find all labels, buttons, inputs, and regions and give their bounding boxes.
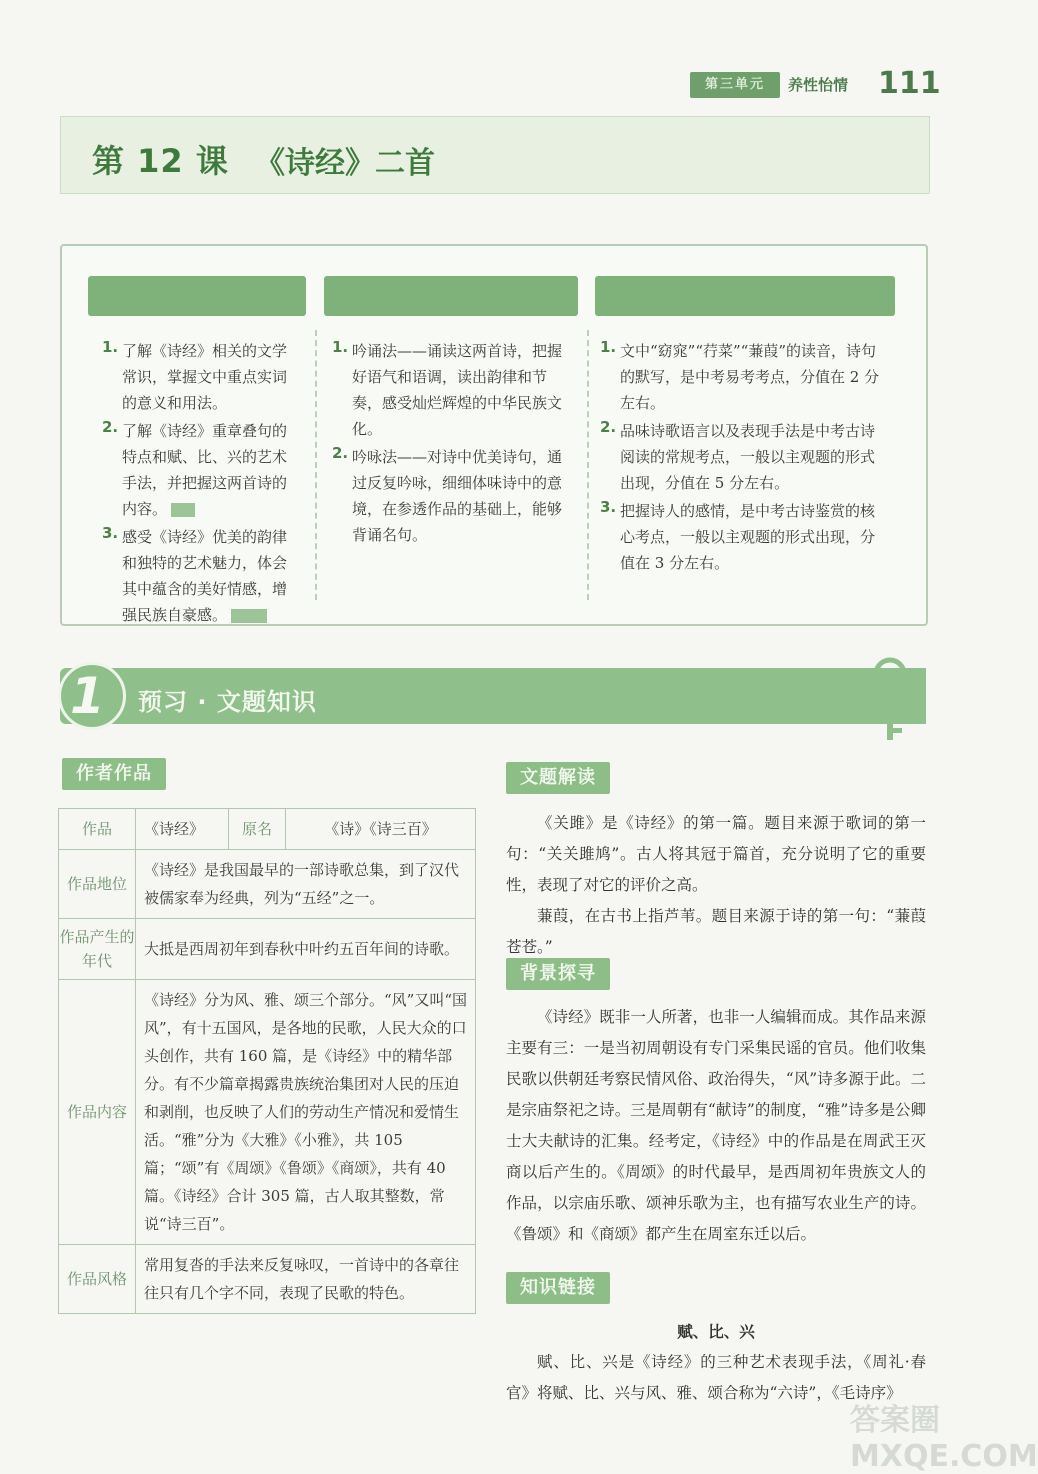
green-tag-icon: [231, 609, 267, 623]
original-name-value: 《诗》《诗三百》: [324, 820, 437, 838]
lesson-title: 《诗经》二首: [255, 146, 435, 181]
paragraph: 蒹葭，在古书上指芦苇。题目来源于诗的第一句：“蒹葭苍苍。”: [506, 907, 926, 956]
row-value: 《诗经》分为风、雅、颂三个部分。“风”又叫“国风”，有十五国风，是各地的民歌，人民大众的口头创作，共有 160 篇，是《诗经》中的精华部分。有不少篇章揭露贵族统治集团对人民的压迫和剥削，也反映了人们的劳动生产情况和爱情生活。“雅”分为《大雅》《小雅》，共 105 篇；“颂”有《周颂》《鲁颂》《商颂》，共有 40 篇。《诗经》合计 305 篇，古人取其整数，常说“诗三百”。: [136, 980, 476, 1245]
exam-item: [600, 498, 888, 576]
works-table: [58, 808, 476, 1314]
table-row: [59, 850, 476, 919]
goals-column: [102, 338, 300, 630]
goal-item: [102, 524, 300, 628]
exam-points-column-header: [595, 276, 895, 316]
item-number: 1.: [332, 338, 349, 356]
item-number: 3.: [102, 524, 119, 542]
goals-column-header: [88, 276, 306, 316]
row-value: 《诗经》是我国最早的一部诗歌总集，到了汉代被儒家奉为经典，列为“五经”之一。: [136, 850, 476, 919]
page-number: 111: [878, 66, 941, 101]
item-text: 文中“窈窕”“荇菜”“蒹葭”的读音，诗句的默写，是中考易考考点，分值在 2 分左右。: [620, 342, 880, 412]
green-tag-icon: [171, 503, 195, 517]
column-divider: [587, 330, 589, 600]
item-text: 感受《诗经》优美的韵律和独特的艺术魅力，体会其中蕴含的美好情感，增强民族自豪感。: [122, 528, 288, 624]
knowledge-label: 知识链接: [506, 1272, 610, 1304]
item-text: 品味诗歌语言以及表现手法是中考古诗阅读的常规考点，一般以主观题的形式出现，分值在 5 分左右。: [620, 422, 876, 492]
row-key: 作品内容: [59, 980, 136, 1245]
title-explain-label: 文题解读: [506, 762, 610, 794]
preview-title: 预习 · 文题知识: [138, 688, 317, 716]
item-text: 吟咏法——对诗中优美诗句，通过反复吟咏，细细体味诗中的意境，在参透作品的基础上，能够背诵名句。: [352, 448, 563, 544]
item-text: 把握诗人的感情，是中考古诗鉴赏的核心考点，一般以主观题的形式出现，分值在 3 分左右。: [620, 502, 876, 572]
works-section-label: 作者作品: [62, 758, 166, 790]
work-name: 《诗经》: [144, 820, 205, 838]
row-value: 大抵是西周初年到春秋中叶约五百年间的诗歌。: [136, 919, 476, 980]
paragraph: 《关雎》是《诗经》的第一篇。题目来源于歌词的第一句：“关关雎鸠”。古人将其冠于篇首，充分说明了它的重要性，表现了对它的评价之高。: [506, 814, 926, 894]
row-value: 常用复沓的手法来反复咏叹，一首诗中的各章往往只有几个字不同，表现了民歌的特色。: [136, 1245, 476, 1314]
table-row: [59, 980, 476, 1245]
paragraph: 赋、比、兴是《诗经》的三种艺术表现手法，《周礼·春官》将赋、比、兴与风、雅、颂合称为“六诗”，《毛诗序》: [506, 1353, 926, 1402]
item-text: 了解《诗经》相关的文学常识，掌握文中重点实词的意义和用法。: [122, 342, 288, 412]
item-text: 吟诵法——诵读这两首诗，把握好语气和语调，读出韵律和节奏，感受灿烂辉煌的中华民族文化。: [352, 342, 563, 438]
item-text: 了解《诗经》重章叠句的特点和赋、比、兴的艺术手法，并把握这两首诗的内容。: [122, 422, 288, 518]
row-key: 作品风格: [59, 1245, 136, 1314]
knowledge-subtitle: 赋、比、兴: [677, 1322, 755, 1341]
row-key: 作品产生的年代: [59, 919, 136, 980]
exam-item: [600, 418, 888, 496]
table-row: [59, 1245, 476, 1314]
goal-item: [102, 418, 300, 522]
methods-column: [332, 338, 572, 550]
unit-name: 养性怡情: [788, 76, 849, 94]
item-number: 2.: [332, 444, 349, 462]
lesson-number: 第 12 课: [92, 142, 229, 180]
table-row: [59, 809, 476, 850]
background-text: [506, 1002, 926, 1250]
watermark: 答案圈 MXQE.COM: [850, 1403, 1038, 1474]
background-label: 背景探寻: [506, 958, 610, 990]
methods-column-header: [324, 276, 578, 316]
method-item: [332, 338, 572, 442]
row-key: 作品: [59, 809, 136, 850]
item-number: 2.: [600, 418, 617, 436]
key-icon: [860, 656, 920, 746]
goal-item: [102, 338, 300, 416]
original-name-key: 原名: [228, 809, 286, 849]
paragraph: 《诗经》既非一人所著，也非一人编辑而成。其作品来源主要有三：一是当初周朝设有专门采集民谣的官员。他们收集民歌以供朝廷考察民情风俗、政治得失，“风”诗多源于此。二是宗庙祭祀之诗。三是周朝有“献诗”的制度，“雅”诗多是公卿士大夫献诗的汇集。经考定，《诗经》中的作品是在周武王灭商以后产生的。《周颂》的时代最早，是西周初年贵族文人的作品，以宗庙乐歌、颂神乐歌为主，也有描写农业生产的诗。《鲁颂》和《商颂》都产生在周室东迁以后。: [506, 1008, 926, 1243]
title-explain-text: [506, 808, 926, 963]
item-number: 3.: [600, 498, 617, 516]
method-item: [332, 444, 572, 548]
table-row: [59, 919, 476, 980]
preview-number: 1: [70, 667, 105, 725]
column-divider: [315, 330, 317, 600]
exam-points-column: [600, 338, 888, 578]
item-number: 1.: [600, 338, 617, 356]
exam-item: [600, 338, 888, 416]
row-key: 作品地位: [59, 850, 136, 919]
row-value: [136, 809, 476, 850]
item-number: 2.: [102, 418, 119, 436]
item-number: 1.: [102, 338, 119, 356]
unit-badge: 第三单元: [690, 72, 780, 98]
